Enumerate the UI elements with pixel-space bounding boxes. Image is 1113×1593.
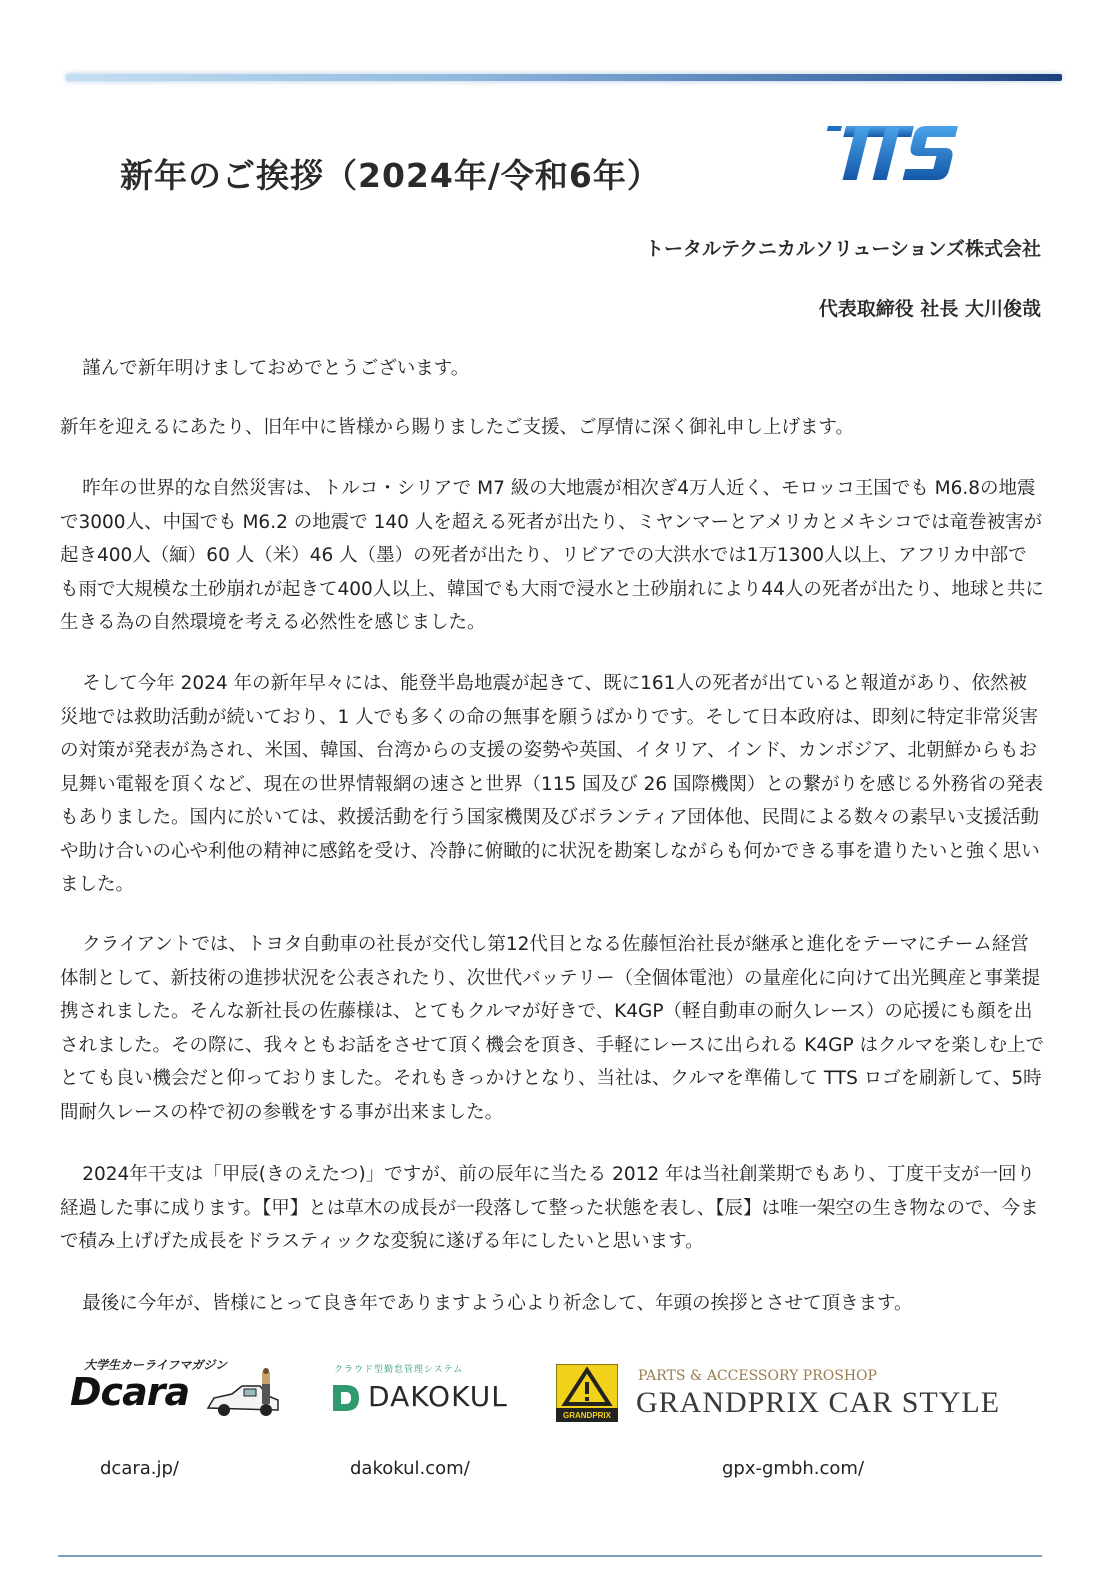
- svg-text:GRANDPRIX: GRANDPRIX: [562, 1411, 612, 1420]
- dakokul-logo[interactable]: [330, 1362, 530, 1422]
- paragraph-closing: 最後に今年が、皆様にとって良き年でありますよう心より祈念して、年頭の挨拶とさせて頂きます。: [82, 1293, 913, 1314]
- car-illustration-icon: [204, 1368, 284, 1424]
- paragraph-disasters: 昨年の世界的な自然災害は、トルコ・シリアで M7 級の大地震が相次ぎ4万人近く、モロッコ王国でも M6.8の地震で3000人、中国でも M6.2 の地震で 140 人を超える死者が出たり、ミヤンマーとアメリカとメキシコでは竜巻被害が起き400人（緬）60 人（米）46 人（墨）の死者が出たり、リビアでの大洪水では1万1300人以上、アフリカ中部でも雨で大規模な土砂崩れが起きて400人以上、韓国でも大雨で浸水と土砂崩れにより44人の死者が出たり、地球と共に生きる為の自然環境を考える必然性を感じました。: [60, 478, 1044, 633]
- dakokul-wordmark: DAKOKUL: [368, 1380, 508, 1413]
- paragraph-thanks: 新年を迎えるにあたり、旧年中に皆様から賜りましたご支援、ご厚情に深く御礼申し上げます。: [60, 417, 855, 438]
- paragraph-noto-earthquake: そして今年 2024 年の新年早々には、能登半島地震が起きて、既に161人の死者が出ていると報道があり、依然被災地では救助活動が続いており、1 人でも多くの命の無事を願うばかりです。そして日本政府は、即刻に特定非常災害の対策が発表が為され、米国、韓国、台湾からの支援の姿勢や英国、イタリア、インド、カンボジア、北朝鮮からもお見舞い電報を頂くなど、現在の世界情報網の速さと世界（115 国及び 26 国際機関）との繋がりを感じる外務省の発表もありました。国内に於いては、救援活動を行う国家機関及びボランティア団体他、民間による数々の素早い支援活動や助け合いの心や利他の精神に感銘を受け、冷静に俯瞰的に状況を勘案しながらも何かできる事を遣りたいと強く思いました。: [60, 673, 1043, 895]
- tts-logo: [808, 118, 968, 188]
- paragraph-greeting: 謹んで新年明けましておめでとうございます。: [82, 358, 470, 379]
- top-divider: [66, 74, 1062, 81]
- dcara-tagline: 大学生カーライフマガジン: [84, 1358, 227, 1372]
- company-name: トータルテクニカルソリューションズ株式会社: [645, 238, 1041, 260]
- paragraph-clients: クライアントでは、トヨタ自動車の社長が交代し第12代目となる佐藤恒治社長が継承と進化をテーマにチーム経営体制として、新技術の進捗状況を公表されたり、次世代バッテリー（全個体電池）の量産化に向けて出光興産と事業提携されました。そんな新社長の佐藤様は、とてもクルマが好きで、K4GP（軽自動車の耐久レース）の応援にも顔を出されました。その際に、我々ともお話をさせて頂く機会を頂き、手軽にレースに出られる K4GP はクルマを楽しむ上でとても良い機会だと仰っておりました。それもきっかけとなり、当社は、クルマを準備して TTS ロゴを刷新して、5時間耐久レースの枠で初の参戦をする事が出来ました。: [60, 934, 1044, 1123]
- dcara-wordmark: Dcara: [70, 1370, 190, 1414]
- ceo-name: 代表取締役 社長 大川俊哉: [818, 298, 1041, 320]
- grandprix-tagline: PARTS & ACCESSORY PROSHOP: [638, 1368, 877, 1384]
- dakokul-link[interactable]: dakokul.com/: [350, 1458, 470, 1479]
- grandprix-logo[interactable]: [556, 1364, 1026, 1424]
- dakokul-d-icon: [330, 1382, 362, 1414]
- dcara-link[interactable]: dcara.jp/: [100, 1458, 179, 1479]
- paragraph-zodiac: 2024年干支は「甲辰(きのえたつ)」ですが、前の辰年に当たる 2012 年は当社創業期でもあり、丁度干支が一回り経過した事に成ります。【甲】とは草木の成長が一段落して整った状態を表し、【辰】は唯一架空の生き物なので、今まで積み上げげた成長をドラスティックな変貌に遂げる年にしたいと思います。: [60, 1164, 1039, 1252]
- dakokul-tagline: クラウド型勤怠管理システム: [334, 1365, 464, 1375]
- bottom-divider: [58, 1555, 1042, 1557]
- grandprix-wordmark: GRANDPRIX CAR STYLE: [636, 1386, 1001, 1419]
- page-title: 新年のご挨拶（2024年/令和6年）: [120, 156, 661, 195]
- grandprix-link[interactable]: gpx-gmbh.com/: [722, 1458, 865, 1479]
- dcara-logo[interactable]: [66, 1356, 286, 1426]
- warning-triangle-icon: [556, 1364, 618, 1422]
